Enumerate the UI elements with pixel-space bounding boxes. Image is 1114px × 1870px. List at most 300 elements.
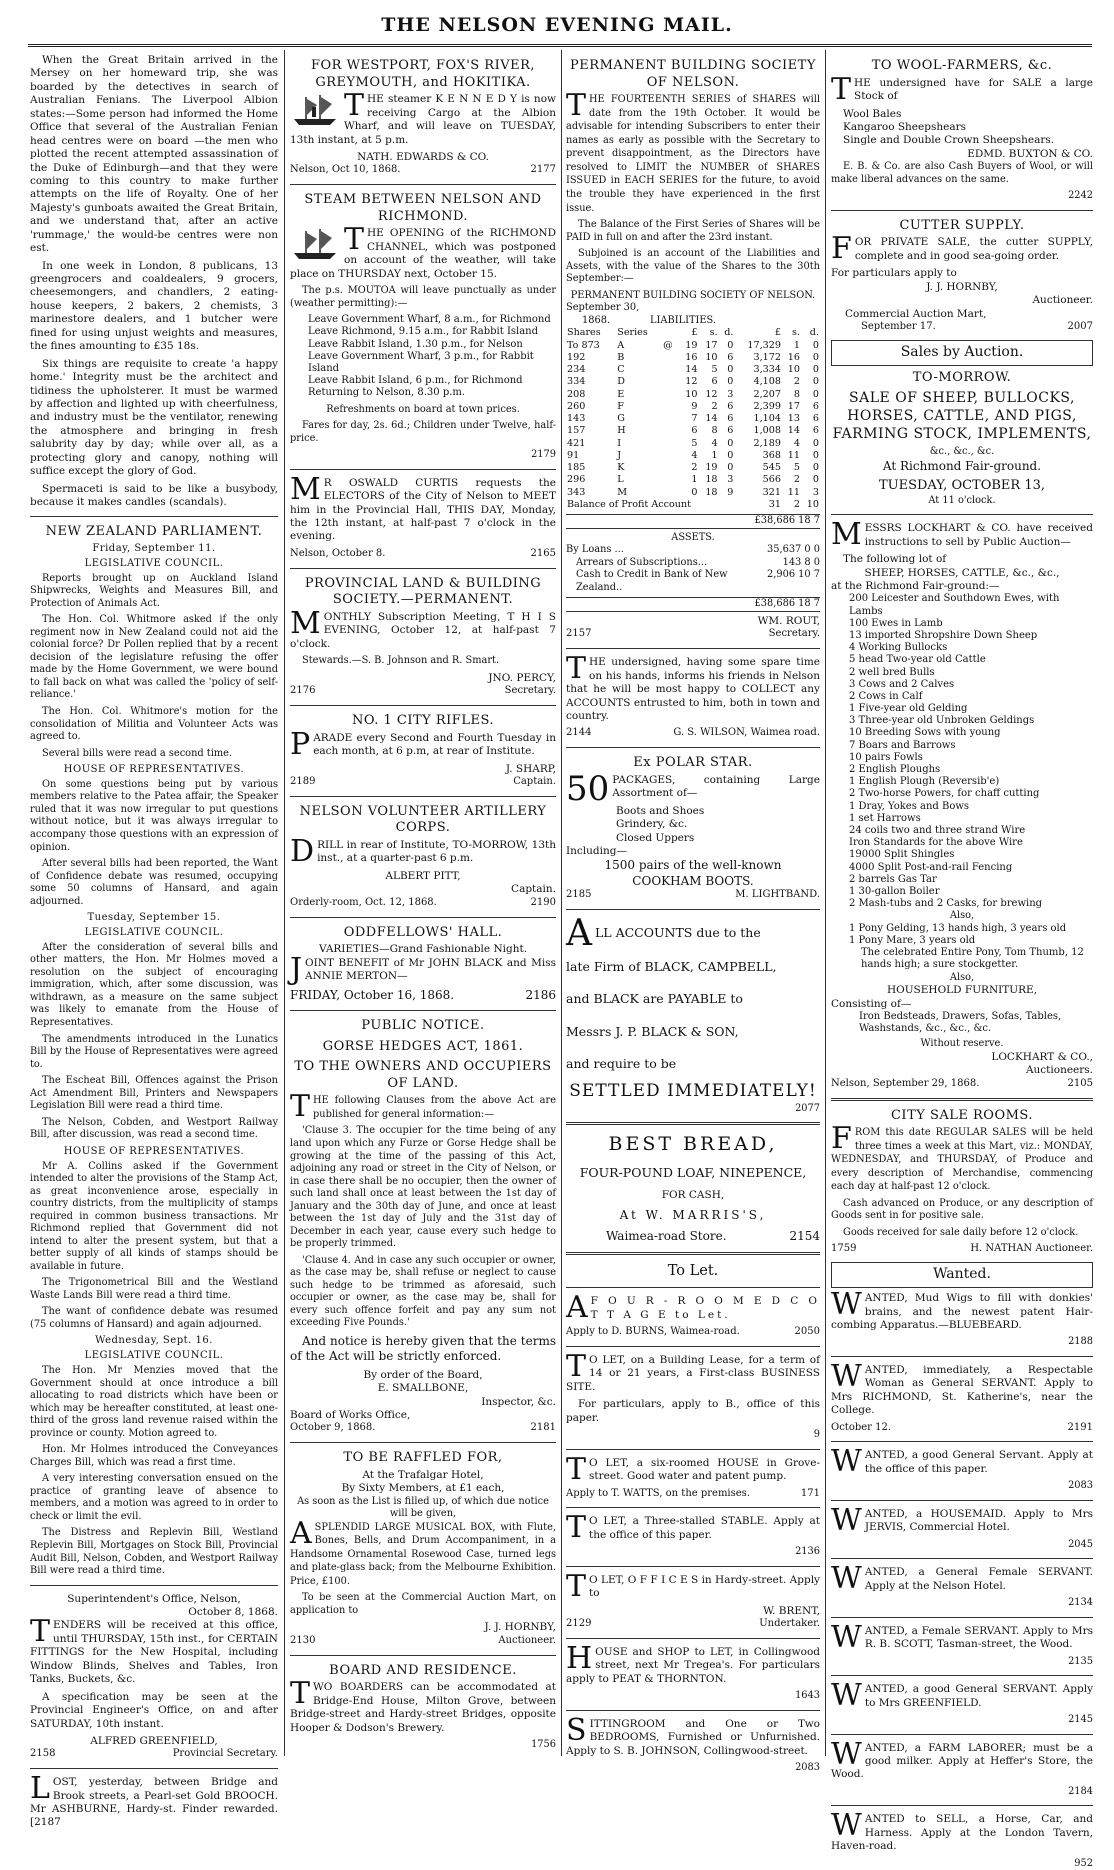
divider <box>831 1500 1093 1501</box>
ad-number: 1643 <box>795 1690 820 1702</box>
ad-heading: SALE OF SHEEP, BULLOCKS, HORSES, CATTLE, AND PIGS, FARMING STOCK, IMPLEMENTS, <box>832 390 1092 443</box>
ad-heading: CITY SALE ROOMS. <box>890 1107 1033 1123</box>
ad-role: Auctioneer. <box>498 1634 556 1646</box>
ad-text: Commercial Auction Mart, <box>845 307 987 320</box>
drop-cap: W <box>831 1502 862 1538</box>
lot-item: 5 head Two-year old Cattle <box>849 654 986 666</box>
ad-date: Orderly-room, Oct. 12, 1868. <box>290 896 437 908</box>
ad-heading: NO. 1 CITY RIFLES. <box>351 713 495 729</box>
ad-number: 2177 <box>530 164 556 176</box>
table-cell: 0 <box>812 462 819 474</box>
ad-line: TUESDAY, OCTOBER 13, <box>878 478 1046 494</box>
article-paragraph: When the Great Britain arrived in the Mersey on her homeward trip, she was boarded by the detectives in search of Australian Fenians. The Liverpool Albion states:—Some person had informed the Home Office that several of the Australian Fenian head centres were on board —the men who plotted the recent attempted assassination of the Duke of Edinburgh—and that they were coming to this country to make further attempts on the life of Royalty. One of her Majesty's gunboats awaited the Great Britain, and we understand that, after an active 'rummage,' the would-be centres were non est. <box>30 54 278 255</box>
column-divider <box>825 50 826 1756</box>
divider <box>290 469 556 470</box>
drop-cap: J <box>290 951 303 987</box>
ad-role: Inspector, &c. <box>481 1395 556 1408</box>
lot-item: 13 imported Shropshire Down Sheep <box>849 629 1038 641</box>
ad-signature: EDMD. BUXTON & CO. <box>967 147 1093 160</box>
schedule-item: Leave Government Wharf, 3 p.m., for Rabbit Island <box>308 350 534 375</box>
column-3 <box>566 54 820 1773</box>
table-cell: 8 <box>711 425 718 437</box>
ad-number: 2242 <box>1068 190 1093 202</box>
table-cell: 192 <box>567 351 586 363</box>
article-paragraph: The Nelson, Cobden, and Westport Railway Bill, after discussion, was read a second time. <box>30 1116 278 1141</box>
article-paragraph: Six things are requisite to create 'a happy home.' Integrity must be the architect and tidiness the upholsterer. It must be warmed by affection and lighted up with cheerfulness, and industry must be the ventilator, renewing the atmosphere and bringing in fresh salubrity day by day; while over all, as a protecting glory and canopy, nothing will suffice except the glory of God. <box>30 357 278 478</box>
table-cell: 0 <box>727 339 734 351</box>
drop-cap: A <box>566 912 592 954</box>
ad-number: 2165 <box>530 547 556 559</box>
table-row <box>566 376 820 388</box>
ad-heading: PUBLIC NOTICE. <box>361 1017 485 1033</box>
ad-text: The following lot of <box>843 553 947 566</box>
date-line: Tuesday, September 15. <box>87 912 221 924</box>
ad-text: Subjoined is an account of the Liabilities and Assets, with the value of the Shares to the 30th September:— <box>566 248 820 285</box>
table-cell: 1 <box>711 449 718 461</box>
lot-item: 2 barrels Gas Tar <box>849 873 937 885</box>
ad-text: O LET, a six-roomed HOUSE in Grove-street. Good water and patent pump. <box>589 1456 820 1483</box>
ad-text: OR PRIVATE SALE, the cutter SUPPLY, complete and in good sea-going order. <box>854 236 1093 262</box>
lot-item: 4000 Split Post-and-rail Fencing <box>849 861 1013 873</box>
table-cell: 0 <box>812 376 819 388</box>
ad-text: ANTED, Mud Wigs to fill with donkies' brains, and the newest patent Hair-combing Apparatus.—BLUEBEARD. <box>831 1292 1093 1331</box>
ad-role: Secretary. <box>768 628 820 640</box>
table-date: September 30, <box>566 302 640 314</box>
ad-text: And notice is hereby given that the terms of the Act will be strictly enforced. <box>290 1333 556 1364</box>
lot-item: 2 well bred Bulls <box>849 666 935 678</box>
date-line: Friday, September 11. <box>92 543 216 555</box>
ad-date: October 12. <box>831 1421 892 1433</box>
table-cell: Balance of Profit Account <box>567 499 691 510</box>
column-4 <box>831 54 1093 1869</box>
table-cell: 5 <box>711 364 718 376</box>
list-item: Wool Bales <box>843 107 902 120</box>
ad-text: OINT BENEFIT of Mr JOHN BLACK and Miss ANNIE MERTON— <box>305 956 556 983</box>
table-cell: 6 <box>727 425 734 437</box>
ad-date: FRIDAY, October 16, 1868. <box>290 987 455 1002</box>
table-cell: 260 <box>567 400 586 412</box>
table-cell: 343 <box>567 486 586 498</box>
table-cell: 321 <box>762 486 781 498</box>
ad-text: ITTINGROOM and One or Two BEDROOMS, Furnished or Unfurnished. Apply to S. B. JOHNSON, Collingwood-street. <box>566 1717 820 1757</box>
table-cell: 3 <box>727 474 734 486</box>
divider <box>831 1441 1093 1442</box>
ad-signature: J. J. HORNBY, <box>484 1621 556 1634</box>
ad-line: At 11 o'clock. <box>928 494 996 506</box>
ad-text: ESSRS LOCKHART & CO. have received instructions to sell by Public Auction— <box>864 522 1093 548</box>
ad-heading: Ex POLAR STAR. <box>633 755 753 771</box>
divider <box>566 1710 820 1711</box>
ad-heading: TO-MORROW. <box>912 369 1012 385</box>
drop-cap: M <box>290 471 321 507</box>
table-cell: 0 <box>727 462 734 474</box>
ad-signature: M. LIGHTBAND. <box>735 889 820 901</box>
divider <box>290 568 556 569</box>
table-cell <box>662 401 678 413</box>
divider <box>831 210 1093 211</box>
ad-text: HE OPENING of the RICHMOND CHANNEL, which was postponed on account of the weather, will take place on THURSDAY next, October 15. <box>290 227 556 280</box>
drop-cap: T <box>566 1568 587 1604</box>
ad-role: Undertaker. <box>759 1618 820 1630</box>
divider <box>30 516 278 517</box>
column-2 <box>290 54 556 1754</box>
table-cell: 0 <box>812 388 819 400</box>
column-1 <box>30 54 278 1829</box>
masthead-rule <box>28 44 1092 47</box>
table-cell: 31 <box>768 499 781 510</box>
table-section: ASSETS. <box>671 531 715 543</box>
divider <box>831 1805 1093 1806</box>
article-paragraph: Mr A. Collins asked if the Government intended to alter the provisions of the Stamp Act, as great inconvenience arose, especially in country districts, from the multiplicity of stamps required in common business transactions. Mr Richmond replied that Government did not intend to alter the present system, but that a better supply of all kinds of stamps should be available in future. <box>30 1160 278 1272</box>
table-cell: 18 <box>705 486 718 498</box>
ad-heading: GORSE HEDGES ACT, 1861. <box>322 1038 524 1054</box>
ad-number: 2189 <box>290 775 316 787</box>
table-cell: 0 <box>812 474 819 486</box>
ad-text: 'Clause 4. And in case any such occupier or owner, as the case may be, shall refuse or neglect to cause such hedge to be trimmed as aforesaid, such occupier or owner, as the case may be, shall for every such offence forfeit and pay any sum not exceeding Five Pounds.' <box>290 1254 556 1329</box>
subheading: HOUSE OF REPRESENTATIVES. <box>63 1145 245 1157</box>
table-cell: 421 <box>567 437 586 449</box>
ad-text: 'Clause 3. The occupier for the time being of any land upon which any Furze or Gorse Hedge shall be growing at the time of the passing of this Act, adjoining any road or street in the City of Nelson, or in case there shall be no occupier, then the owner of such land shall once at least between the 1st day of January and the 30th day of June, and once at least between the 1st day of July and the 31st day of December in each year, cause every such hedge to be properly trimmed. <box>290 1125 556 1250</box>
ad-text: PACKAGES, containing Large Assortment of— <box>612 773 820 800</box>
table-cell: 6 <box>727 400 734 412</box>
table-row <box>566 474 820 486</box>
table-cell: 334 <box>567 376 586 388</box>
drop-cap: W <box>831 1444 862 1480</box>
divider <box>566 1449 820 1450</box>
table-cell: 208 <box>567 388 586 400</box>
ad-text: Apply to T. WATTS, on the premises. <box>566 1487 750 1499</box>
divider <box>30 1768 278 1769</box>
table-cell: 2 <box>691 462 698 474</box>
divider <box>566 1287 820 1288</box>
lot-item: 4 Working Bullocks <box>849 642 948 654</box>
table-cell: 2 <box>711 400 718 412</box>
table-cell: 2,906 10 7 <box>767 569 820 581</box>
ad-line: Without reserve. <box>920 1038 1004 1050</box>
table-row <box>566 413 820 425</box>
lot-item: The celebrated Entire Pony, Tom Thumb, 12 hands high; a sure stockgetter. <box>861 947 1084 971</box>
drop-cap: T <box>290 1089 311 1125</box>
ad-line: LL ACCOUNTS due to the <box>595 924 761 940</box>
table-cell: A <box>617 339 625 351</box>
table-cell: 11 <box>787 449 800 461</box>
drop-cap: F <box>831 231 852 267</box>
list-item: Grindery, &c. <box>616 818 688 831</box>
table-row <box>566 389 820 401</box>
article-paragraph: Reports brought up on Auckland Island Shipwrecks, Weights and Measures Bill, and Protection of Animals Act. <box>30 572 278 609</box>
col-header: s. <box>791 327 800 339</box>
subheading: LEGISLATIVE COUNCIL. <box>84 557 224 569</box>
table-cell: 4,108 <box>753 376 781 388</box>
notice-text: A specification may be seen at the Provincial Engineer's Office, on and after SATURDAY, 10th instant. <box>30 1690 278 1730</box>
table-cell: 0 <box>812 351 819 363</box>
ad-text: By order of the Board, <box>363 1368 483 1381</box>
table-cell: 9 <box>727 486 734 498</box>
ad-number: 2050 <box>794 1326 820 1338</box>
table-cell: To 873 <box>567 339 600 351</box>
table-cell: 3 <box>727 388 734 400</box>
divider <box>290 705 556 706</box>
ad-signature: G. S. WILSON, Waimea road. <box>673 727 820 739</box>
ad-text: RILL in rear of Institute, TO-MORROW, 13th inst., at a quarter-past 6 p.m. <box>317 839 556 865</box>
table-cell: 17,329 <box>747 339 781 351</box>
col-header: £ <box>691 327 698 339</box>
table-year: 1868. <box>582 314 611 326</box>
table-cell: 4 <box>691 449 698 461</box>
table-row <box>566 499 820 511</box>
article-paragraph: In one week in London, 8 publicans, 13 greengrocers and coaldealers, 9 grocers, cheesemongers, and chandlers, 2 eating-house keepers, 2 bakers, 2 chemists, 3 marinestore dealers, and 1 butcher were fined for using unjust weights and measures, the fines amounting to £35 18s. <box>30 259 278 353</box>
table-cell: 185 <box>567 462 586 474</box>
ad-text: ONTHLY Subscription Meeting, T H I S EVENING, October 12, at half-past 7 o'clock. <box>290 610 556 650</box>
divider <box>566 1122 820 1125</box>
table-cell <box>662 462 678 474</box>
drop-cap: W <box>831 1358 862 1394</box>
table-cell: 8 <box>793 388 800 400</box>
ad-number: 2188 <box>1068 1336 1093 1348</box>
ad-role: Auctioneers. <box>1025 1064 1093 1077</box>
ad-signature: NATH. EDWARDS & CO. <box>357 151 489 163</box>
ad-number: 2083 <box>1068 1480 1093 1492</box>
divider <box>831 514 1093 515</box>
ad-heading: TO BE RAFFLED FOR, <box>343 1450 503 1466</box>
ad-text: Including— <box>566 845 627 858</box>
ad-number: 2144 <box>566 727 592 739</box>
article-paragraph: After the consideration of several bills and other matters, the Hon. Mr Holmes moved a resolution on the subject of encouraging immigration, which, after some discussion, was withdrawn, as a measure on the same subject was likely to emanate from the House of Representatives. <box>30 941 278 1028</box>
table-row <box>566 340 820 352</box>
lot-item: 1 Pony Mare, 3 years old <box>849 934 976 946</box>
table-cell: 0 <box>812 449 819 461</box>
drop-cap: A <box>290 1515 312 1551</box>
ad-date: October 9, 1868. <box>290 1422 376 1434</box>
table-cell: 3 <box>812 486 819 498</box>
schedule-item: Leave Government Wharf, 8 a.m., for Richmond <box>308 314 551 326</box>
article-paragraph: Hon. Mr Holmes introduced the Conveyances Charges Bill, which was read a first time. <box>30 1444 278 1468</box>
table-cell: 11 <box>787 486 800 498</box>
table-cell: 16 <box>787 351 800 363</box>
table-cell: 35,637 0 0 <box>767 544 820 556</box>
subheading: LEGISLATIVE COUNCIL. <box>84 927 224 938</box>
article-paragraph: The Distress and Replevin Bill, Westland Replevin Bill, Mortgages on Stock Bill, Provincial Audit Bill, Nelson, Cobden, and Westport Railway Bill were read a third time. <box>30 1527 278 1577</box>
list-item: Single and Double Crown Sheepshears. <box>843 134 1055 147</box>
lot-item: 10 Breeding Sows with young <box>849 727 1001 739</box>
table-cell: By Loans ... <box>566 544 624 556</box>
ad-number: 2179 <box>531 449 556 461</box>
subheading: HOUSE OF REPRESENTATIVES. <box>63 764 245 776</box>
article-paragraph: The Escheat Bill, Offences against the Prison Act Amendment Bill, Printers and Newspapers Legislation Bill were read a third time. <box>30 1075 278 1112</box>
ad-text: 1500 pairs of the well-known <box>604 858 782 873</box>
ad-headline: SETTLED IMMEDIATELY! <box>569 1080 817 1101</box>
lot-item: 3 Cows and 2 Calves <box>849 678 955 690</box>
column-divider <box>561 50 562 1756</box>
ad-line: and require to be <box>566 1056 677 1072</box>
ad-text: The p.s. MOUTOA will leave punctually as under (weather permitting):— <box>290 285 556 309</box>
drop-cap: W <box>831 1561 862 1597</box>
divider <box>290 1655 556 1656</box>
table-cell: 2 <box>793 474 800 486</box>
table-cell: 143 8 0 <box>782 556 820 568</box>
ad-line: Messrs J. P. BLACK & SON, <box>566 1023 739 1039</box>
ad-heading: STEAM BETWEEN NELSON AND RICHMOND. <box>304 192 542 224</box>
table-cell: 1,104 <box>753 413 781 425</box>
table-cell: M <box>617 486 628 498</box>
notice-text: ENDERS will be received at this office, until THURSDAY, 15th inst., for CERTAIN FITTINGS for the New Hospital, including Window Blinds, Shelves and Tables, Iron Tanks, Buckets, &c. <box>30 1619 278 1686</box>
ad-text: ANTED, a Female SERVANT. Apply to Mrs R. B. SCOTT, Tasman-street, the Wood. <box>864 1624 1093 1651</box>
ship-icon <box>290 227 340 261</box>
ad-number: 2158 <box>30 1748 56 1760</box>
ad-number: 2134 <box>1068 1597 1093 1609</box>
ad-number: 9 <box>813 1429 820 1441</box>
col-header: s. <box>709 327 718 339</box>
table-cell <box>662 425 678 437</box>
divider <box>290 184 556 185</box>
ad-date: September 17. <box>861 321 936 333</box>
article-paragraph: The want of confidence debate was resumed (75 columns of Hansard) and again adjourned. <box>30 1306 278 1330</box>
ad-number: 1759 <box>831 1243 857 1255</box>
table-total: £38,686 18 7 <box>566 514 820 529</box>
liabilities-table <box>566 327 820 511</box>
ad-text: ARADE every Second and Fourth Tuesday in each month, at 6 p.m, at rear of Institute. <box>313 731 556 758</box>
table-cell: 4 <box>711 437 718 449</box>
article-paragraph: On some questions being put by various members relative to the Patea affair, the Speaker ruled that it was now irregular to put questions without notice, but it was always irregular to accompany those questions with an expression of opinion. <box>30 778 278 853</box>
table-cell <box>662 487 678 499</box>
ad-number: 2077 <box>795 1102 820 1114</box>
table-cell: 0 <box>727 449 734 461</box>
lot-item: 2 Mash-tubs and 2 Casks, for brewing <box>849 898 1043 910</box>
ad-text: HE FOURTEENTH SERIES of SHARES will date from the 19th October. It would be advisable for intending Subscribers to enter their names as early as possible with the Secretary to prevent disappointment, as the Directors have resolved to LIMIT the NUMBER of SHARES ISSUED in EACH SERIES for the future, to avoid the trouble they have experienced in the first issue. <box>566 94 820 214</box>
ad-heading: CUTTER SUPPLY. <box>899 217 1025 233</box>
table-cell: 545 <box>762 462 781 474</box>
table-cell: 6 <box>691 425 698 437</box>
table-row <box>566 462 820 474</box>
ad-headline: BEST BREAD, <box>608 1133 778 1156</box>
table-cell: 14 <box>787 425 800 437</box>
table-cell: 14 <box>705 413 718 425</box>
ad-text: R OSWALD CURTIS requests the ELECTORS of the City of Nelson to MEET him in the Provincial Hall, THIS DAY, Monday, the 12th instant, at half-past 7 o'clock in the evening. <box>290 476 556 543</box>
ad-signature: ALBERT PITT, <box>385 869 461 882</box>
table-cell: D <box>617 376 625 388</box>
table-cell: 19 <box>685 339 698 351</box>
list-item: Kangaroo Sheepshears <box>843 120 966 133</box>
table-cell: 10 <box>806 499 819 510</box>
lot-item: 2 Two-horse Powers, for chaff cutting <box>849 788 1040 800</box>
table-section: LIABILITIES. <box>650 314 716 326</box>
ad-signature: W. BRENT, <box>763 1604 820 1617</box>
table-cell: 13 <box>787 413 800 425</box>
column-divider <box>284 50 285 1756</box>
table-cell: 91 <box>567 449 580 461</box>
ad-signature: JNO. PERCY, <box>488 671 556 684</box>
ad-text: WO BOARDERS can be accommodated at Bridge-End House, Milton Grove, between Bridge-street and Hardy-street Bridges, opposite Hooper & Dodson's Brewery. <box>290 1681 556 1734</box>
table-cell: 0 <box>812 364 819 376</box>
article-paragraph: Spermaceti is said to be like a busybody, because it makes candles (scandals). <box>30 482 278 508</box>
table-cell: F <box>617 400 624 412</box>
ad-text: HE undersigned, having some spare time on his hands, informs his friends in Nelson that he will be most happy to COLLECT any ACCOUNTS entrusted to him, both in town and country. <box>566 656 820 722</box>
table-cell: C <box>617 364 625 376</box>
lot-item: 1 Dray, Yokes and Bows <box>849 800 970 812</box>
ad-number: 2154 <box>789 1229 820 1244</box>
table-cell: 6 <box>711 376 718 388</box>
drop-cap: A <box>566 1290 588 1326</box>
ad-signature: LOCKHART & CO., <box>991 1050 1093 1063</box>
table-cell: 10 <box>685 388 698 400</box>
article-paragraph: The amendments introduced in the Lunatics Bill by the House of Representatives were agreed to. <box>30 1033 278 1070</box>
ad-signature: WM. ROUT, <box>757 614 820 627</box>
ad-text: F O U R - R O O M E D C O T T A G E to Let. <box>590 1295 820 1321</box>
lot-item: Iron Standards for the above Wire <box>849 837 1023 849</box>
lot-item: 1 Five-year old Gelding <box>849 703 968 715</box>
ad-text: ANTED, a good General SERVANT. Apply to Mrs GREENFIELD. <box>864 1683 1093 1709</box>
ad-number: 1756 <box>531 1739 556 1751</box>
col-header: d. <box>724 327 734 339</box>
drop-cap: P <box>290 726 311 762</box>
table-cell: 1 <box>691 474 698 486</box>
col-header: d. <box>809 327 819 339</box>
table-cell: 3,172 <box>753 351 781 363</box>
article-paragraph: The Trigonometrical Bill and the Westland Waste Lands Bill were read a third time. <box>30 1277 278 1301</box>
table-cell: 368 <box>762 449 781 461</box>
drop-cap: S <box>566 1712 587 1748</box>
section-heading: Wanted. <box>831 1262 1093 1288</box>
list-item: Boots and Shoes <box>616 804 705 817</box>
article-paragraph: The Hon. Col. Whitmore's motion for the consolidation of Militia and Volunteer Acts was agreed to. <box>30 705 278 743</box>
table-cell: 234 <box>567 364 586 376</box>
ad-text: ANTED, immediately, a Respectable Woman as General SERVANT. Apply to Mrs RICHMOND, St. Katherine's, near the College. <box>831 1363 1093 1417</box>
drop-cap: T <box>566 651 587 687</box>
table-cell: 6 <box>812 425 819 437</box>
ad-signature: H. NATHAN Auctioneer. <box>970 1243 1093 1255</box>
lot-item: Iron Bedsteads, Drawers, Sofas, Tables, Washstands, &c., &c., &c. <box>859 1010 1062 1035</box>
schedule-item: Leave Rabbit Island, 1.30 p.m., for Nelson <box>308 338 523 350</box>
lot-item: 1 set Harrows <box>849 812 921 824</box>
table-cell: 9 <box>691 400 698 412</box>
divider <box>831 1558 1093 1559</box>
divider <box>566 1507 820 1508</box>
table-cell: B <box>617 351 625 363</box>
col-header: Shares <box>567 327 601 339</box>
lot-list <box>831 593 1093 910</box>
table-cell <box>662 450 678 462</box>
table-cell: 2,207 <box>753 388 781 400</box>
table-cell: J <box>617 449 622 461</box>
ad-line: Also, <box>949 971 975 983</box>
ad-line: and BLACK are PAYABLE to <box>566 991 743 1007</box>
table-cell: G <box>617 413 625 425</box>
table-cell: 2,189 <box>753 437 781 449</box>
drop-cap: T <box>566 1510 587 1546</box>
ad-text: Goods received for sale daily before 12 o'clock. <box>843 1226 1079 1238</box>
drop-cap: D <box>290 834 315 870</box>
ad-number: 2105 <box>1067 1077 1093 1089</box>
drop-cap: T <box>344 222 365 258</box>
table-cell: 296 <box>567 474 586 486</box>
table-row <box>566 401 820 413</box>
ad-number: 2130 <box>290 1634 316 1646</box>
divider <box>566 1638 820 1639</box>
divider <box>290 917 556 918</box>
divider <box>831 1356 1093 1357</box>
drop-cap: M <box>831 517 862 553</box>
lot-item: 1 English Plough (Reversib'e) <box>849 776 1000 788</box>
big-number: 50 <box>566 768 610 809</box>
table-cell: H <box>617 425 626 437</box>
ad-text: HE undersigned have for SALE a large Stock of <box>854 76 1093 103</box>
masthead: THE NELSON EVENING MAIL. <box>381 14 733 36</box>
ad-signature: E. SMALLBONE, <box>377 1382 469 1395</box>
table-cell: 12 <box>705 388 718 400</box>
schedule-item: Leave Rabbit Island, 6 p.m., for Richmond <box>308 375 523 387</box>
table-header-row <box>566 327 820 339</box>
table-cell: 6 <box>812 413 819 425</box>
